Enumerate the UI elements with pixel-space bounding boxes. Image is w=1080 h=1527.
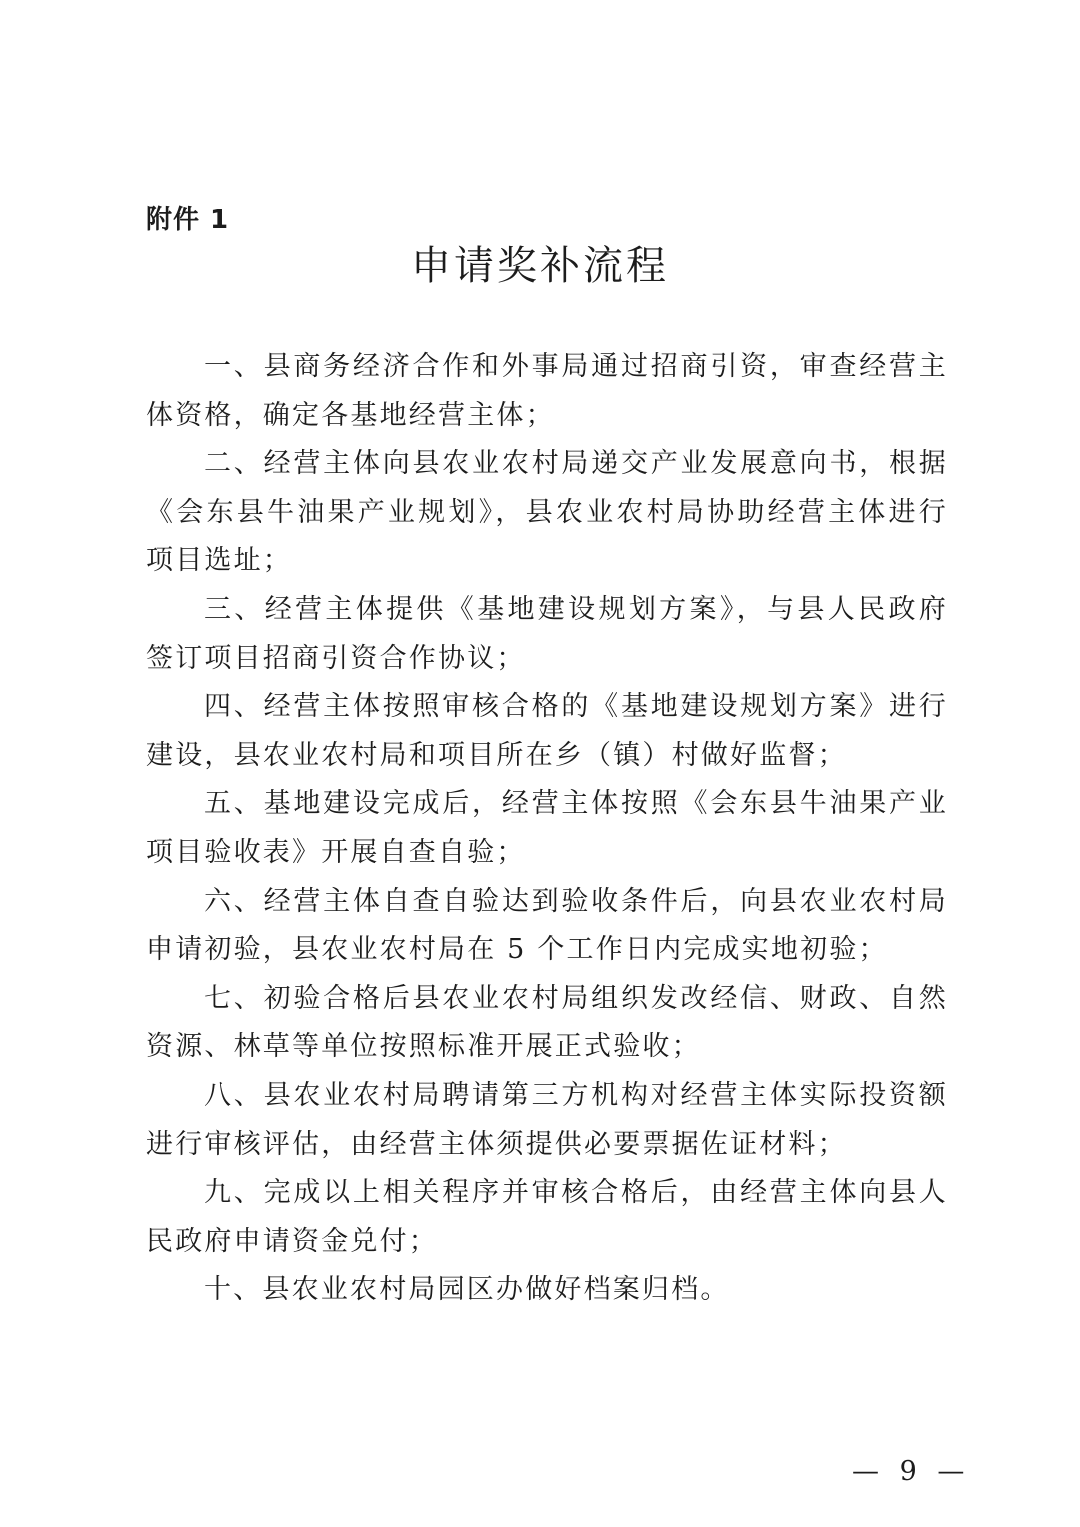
paragraph-7: 七、初验合格后县农业农村局组织发改经信、财政、自然资源、林草等单位按照标准开展正式验收； <box>146 982 948 1063</box>
paragraph-1: 一、县商务经济合作和外事局通过招商引资，审查经营主体资格，确定各基地经营主体； <box>146 351 948 431</box>
attachment-label: 附件 1 <box>146 205 230 235</box>
paragraph-6: 六、经营主体自查自验达到验收条件后，向县农业农村局申请初验，县农业农村局在 5 个工作日内完成实地初验； <box>146 885 948 966</box>
paragraph-3: 三、经营主体提供《基地建设规划方案》，与县人民政府签订项目招商引资合作协议； <box>146 593 948 674</box>
paragraph-10: 十、县农业农村局园区办做好档案归档。 <box>204 1274 730 1306</box>
paragraph-4: 四、经营主体按照审核合格的《基地建设规划方案》进行建设，县农业农村局和项目所在乡（镇）村做好监督； <box>146 691 948 771</box>
paragraph-8: 八、县农业农村局聘请第三方机构对经营主体实际投资额进行审核评估，由经营主体须提供必要票据佐证材料； <box>146 1079 948 1160</box>
paragraph-9: 九、完成以上相关程序并审核合格后，由经营主体向县人民政府申请资金兑付； <box>146 1177 948 1257</box>
paragraph-5: 五、基地建设完成后，经营主体按照《会东县牛油果产业项目验收表》开展自查自验； <box>146 788 948 868</box>
paragraph-2: 二、经营主体向县农业农村局递交产业发展意向书，根据《会东县牛油果产业规划》，县农业农村局协助经营主体进行项目选址； <box>146 448 948 577</box>
page-title: 申请奖补流程 <box>411 243 669 289</box>
document-body <box>146 343 948 1315</box>
page-number: — 9 — <box>852 1456 971 1487</box>
